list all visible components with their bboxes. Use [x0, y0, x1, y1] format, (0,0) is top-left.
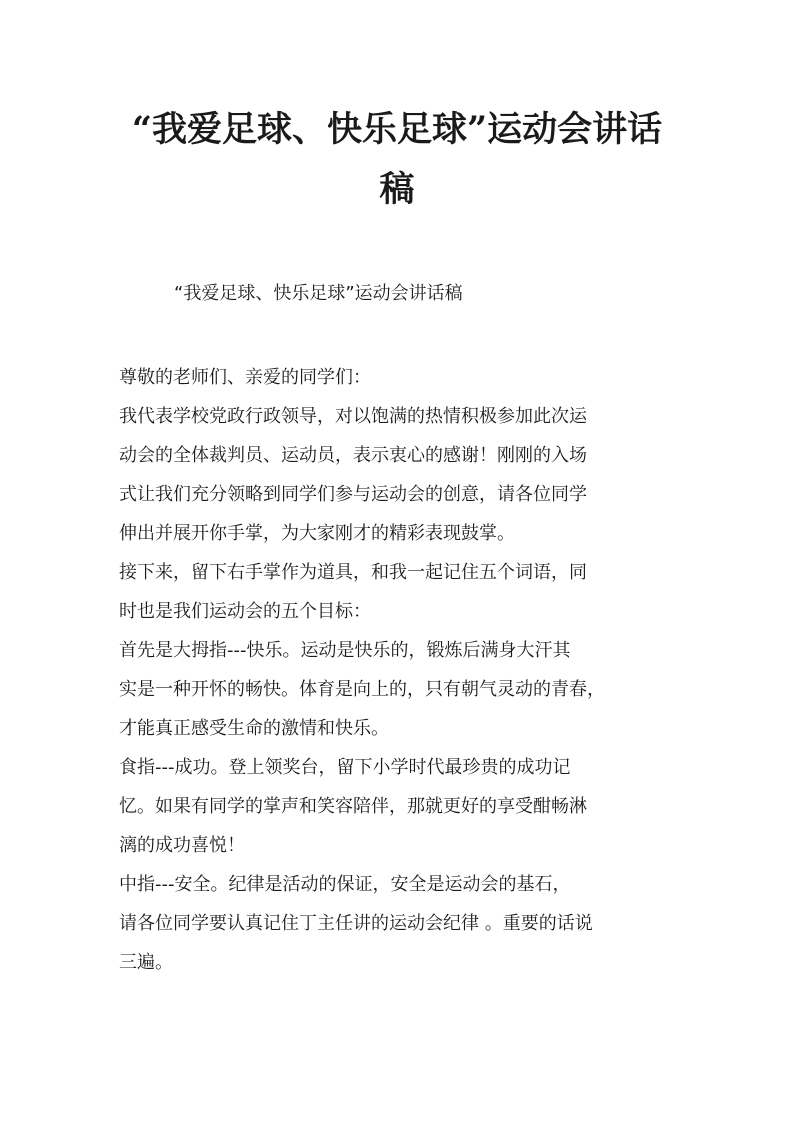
body-line: 请各位同学要认真记住丁主任讲的运动会纪律 。重要的话说 [119, 913, 593, 934]
body-line: 接下来，留下右手掌作为道具，和我一起记住五个词语，同 [119, 562, 587, 583]
body-line: 中指---安全。纪律是活动的保证，安全是运动会的基石， [119, 874, 571, 895]
body-line: 时也是我们运动会的五个目标： [119, 601, 371, 622]
body-line: 首先是大拇指---快乐。运动是快乐的，锻炼后满身大汗其 [119, 640, 571, 661]
body-line: 我代表学校党政行政领导，对以饱满的热情积极参加此次运 [119, 406, 587, 427]
document-subtitle: “我爱足球、快乐足球”运动会讲话稿 [174, 283, 463, 304]
body-line: 伸出并展开你手掌，为大家刚才的精彩表现鼓掌。 [119, 523, 515, 544]
body-line: 漓的成功喜悦！ [119, 835, 245, 856]
body-line: 忆。如果有同学的掌声和笑容陪伴，那就更好的享受酣畅淋 [119, 796, 587, 817]
body-line: 实是一种开怀的畅快。体育是向上的，只有朝气灵动的青春， [119, 679, 605, 700]
body-line: 食指---成功。登上领奖台，留下小学时代最珍贵的成功记 [119, 757, 571, 778]
body-line: 才能真正感受生命的激情和快乐。 [119, 718, 389, 739]
document-title-line-1: “我爱足球、快乐足球”运动会讲话 [131, 109, 663, 150]
body-line: 式让我们充分领略到同学们参与运动会的创意，请各位同学 [119, 484, 587, 505]
body-line: 动会的全体裁判员、运动员，表示衷心的感谢！刚刚的入场 [119, 445, 587, 466]
body-line: 三遍。 [119, 952, 173, 973]
greeting-line: 尊敬的老师们、亲爱的同学们： [119, 367, 371, 388]
document-title-line-2: 稿 [379, 169, 415, 210]
